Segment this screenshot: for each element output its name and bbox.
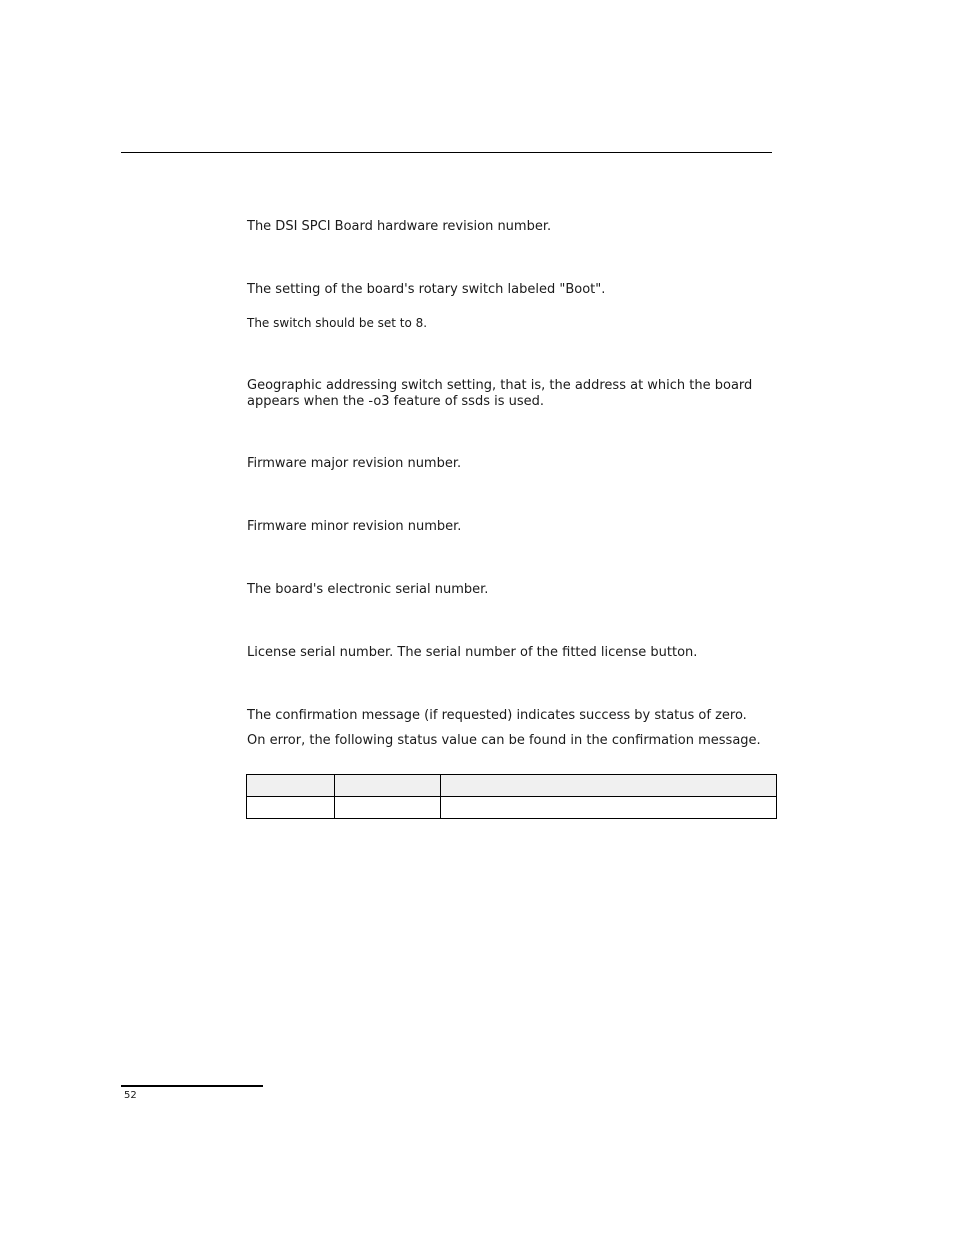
boot-switch-description: The setting of the board's rotary switch labeled "Boot". <box>247 282 606 297</box>
table-cell <box>335 797 441 819</box>
page-number: 52 <box>124 1090 137 1101</box>
confirmation-description: The confirmation message (if requested) indicates success by status of zero. <box>247 708 747 723</box>
firmware-minor-description: Firmware minor revision number. <box>247 519 462 534</box>
table-header-cell <box>247 775 335 797</box>
header-rule <box>121 152 772 153</box>
firmware-major-description: Firmware major revision number. <box>247 456 462 471</box>
table-cell <box>247 797 335 819</box>
table-cell <box>441 797 777 819</box>
table-row <box>247 797 777 819</box>
serial-number-description: The board's electronic serial number. <box>247 582 489 597</box>
table-header-cell <box>441 775 777 797</box>
table-header-cell <box>335 775 441 797</box>
license-serial-description: License serial number. The serial number of the fitted license button. <box>247 645 698 660</box>
table-header-row <box>247 775 777 797</box>
boot-switch-note: The switch should be set to 8. <box>247 316 428 330</box>
footer-rule <box>121 1085 263 1087</box>
hardware-revision-description: The DSI SPCI Board hardware revision number. <box>247 219 552 234</box>
geographic-address-description: Geographic addressing switch setting, that is, the address at which the board appears when the -o3 feature of ssds is used. <box>247 378 753 409</box>
error-status-intro: On error, the following status value can be found in the confirmation message. <box>247 733 761 748</box>
status-table <box>246 774 777 819</box>
